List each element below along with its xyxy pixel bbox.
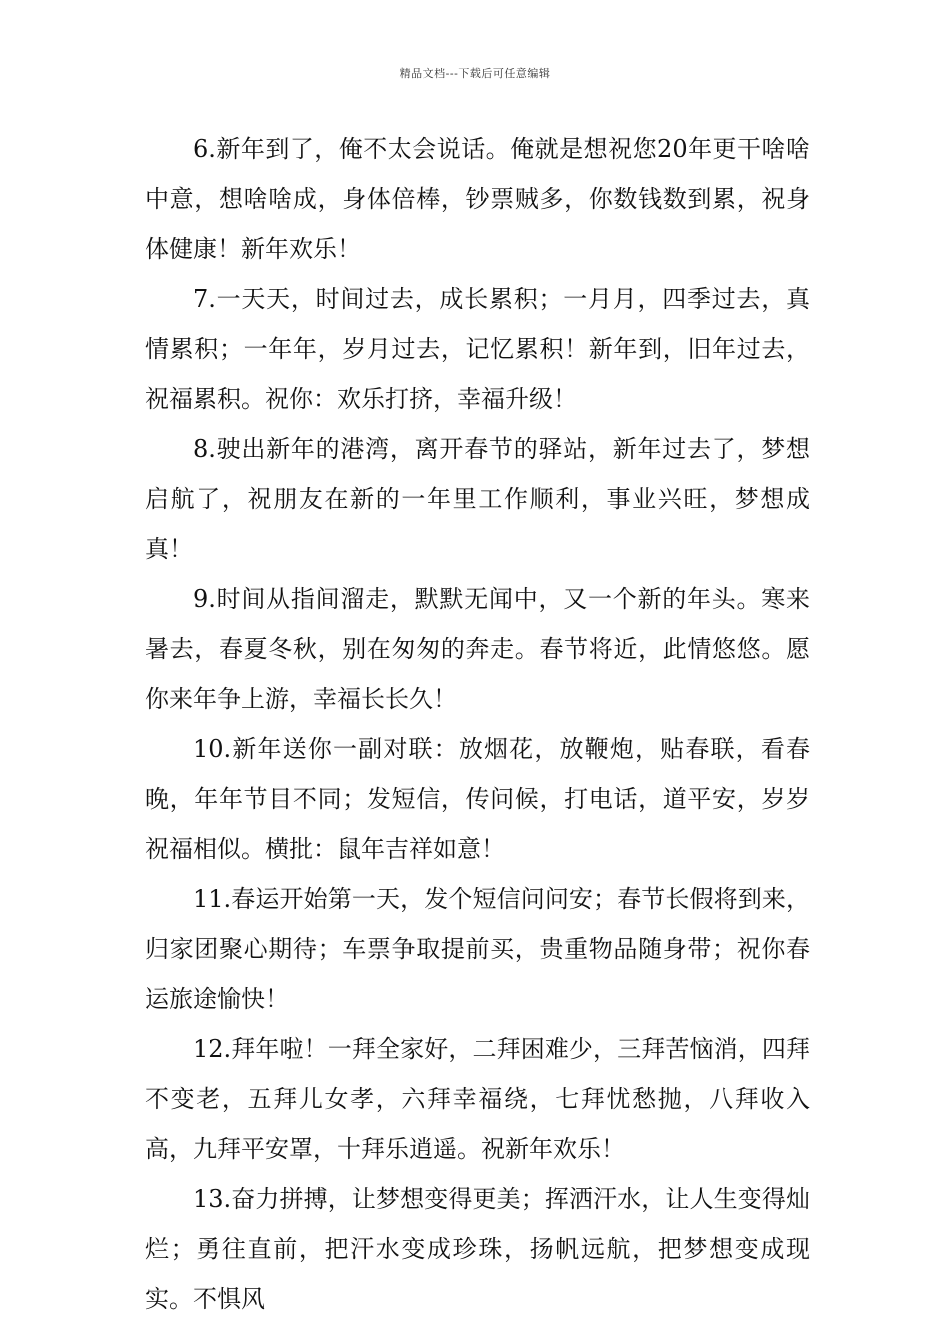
document-body [145, 124, 810, 1324]
paragraph-6: 6.新年到了，俺不太会说话。俺就是想祝您20年更干啥啥中意，想啥啥成，身体倍棒，钞票贼多，你数钱数到累，祝身体健康！新年欢乐！ [145, 135, 810, 263]
paragraph-7: 7.一天天，时间过去，成长累积；一月月，四季过去，真情累积；一年年，岁月过去，记忆累积！新年到，旧年过去，祝福累积。祝你：欢乐打挤，幸福升级！ [145, 285, 810, 413]
paragraph-13: 13.奋力拼搏，让梦想变得更美；挥洒汗水，让人生变得灿烂；勇往直前，把汗水变成珍珠，扬帆远航，把梦想变成现实。不惧风 [145, 1185, 810, 1313]
page-header: 精品文档---下载后可任意编辑 [399, 67, 551, 80]
paragraph-9: 9.时间从指间溜走，默默无闻中，又一个新的年头。寒来暑去，春夏冬秋，别在匆匆的奔走。春节将近，此情悠悠。愿你来年争上游，幸福长长久！ [145, 585, 810, 713]
paragraph-12: 12.拜年啦！一拜全家好，二拜困难少，三拜苦恼消，四拜不变老，五拜儿女孝，六拜幸福绕，七拜忧愁抛，八拜收入高，九拜平安罩，十拜乐逍遥。祝新年欢乐！ [145, 1035, 810, 1163]
paragraph-11: 11.春运开始第一天，发个短信问问安；春节长假将到来，归家团聚心期待；车票争取提前买，贵重物品随身带；祝你春运旅途愉快！ [145, 885, 810, 1013]
paragraph-10: 10.新年送你一副对联：放烟花，放鞭炮，贴春联，看春晚，年年节目不同；发短信，传问候，打电话，道平安，岁岁祝福相似。横批：鼠年吉祥如意！ [145, 735, 810, 863]
paragraph-8: 8.驶出新年的港湾，离开春节的驿站，新年过去了，梦想启航了，祝朋友在新的一年里工作顺利，事业兴旺，梦想成真！ [145, 435, 810, 563]
